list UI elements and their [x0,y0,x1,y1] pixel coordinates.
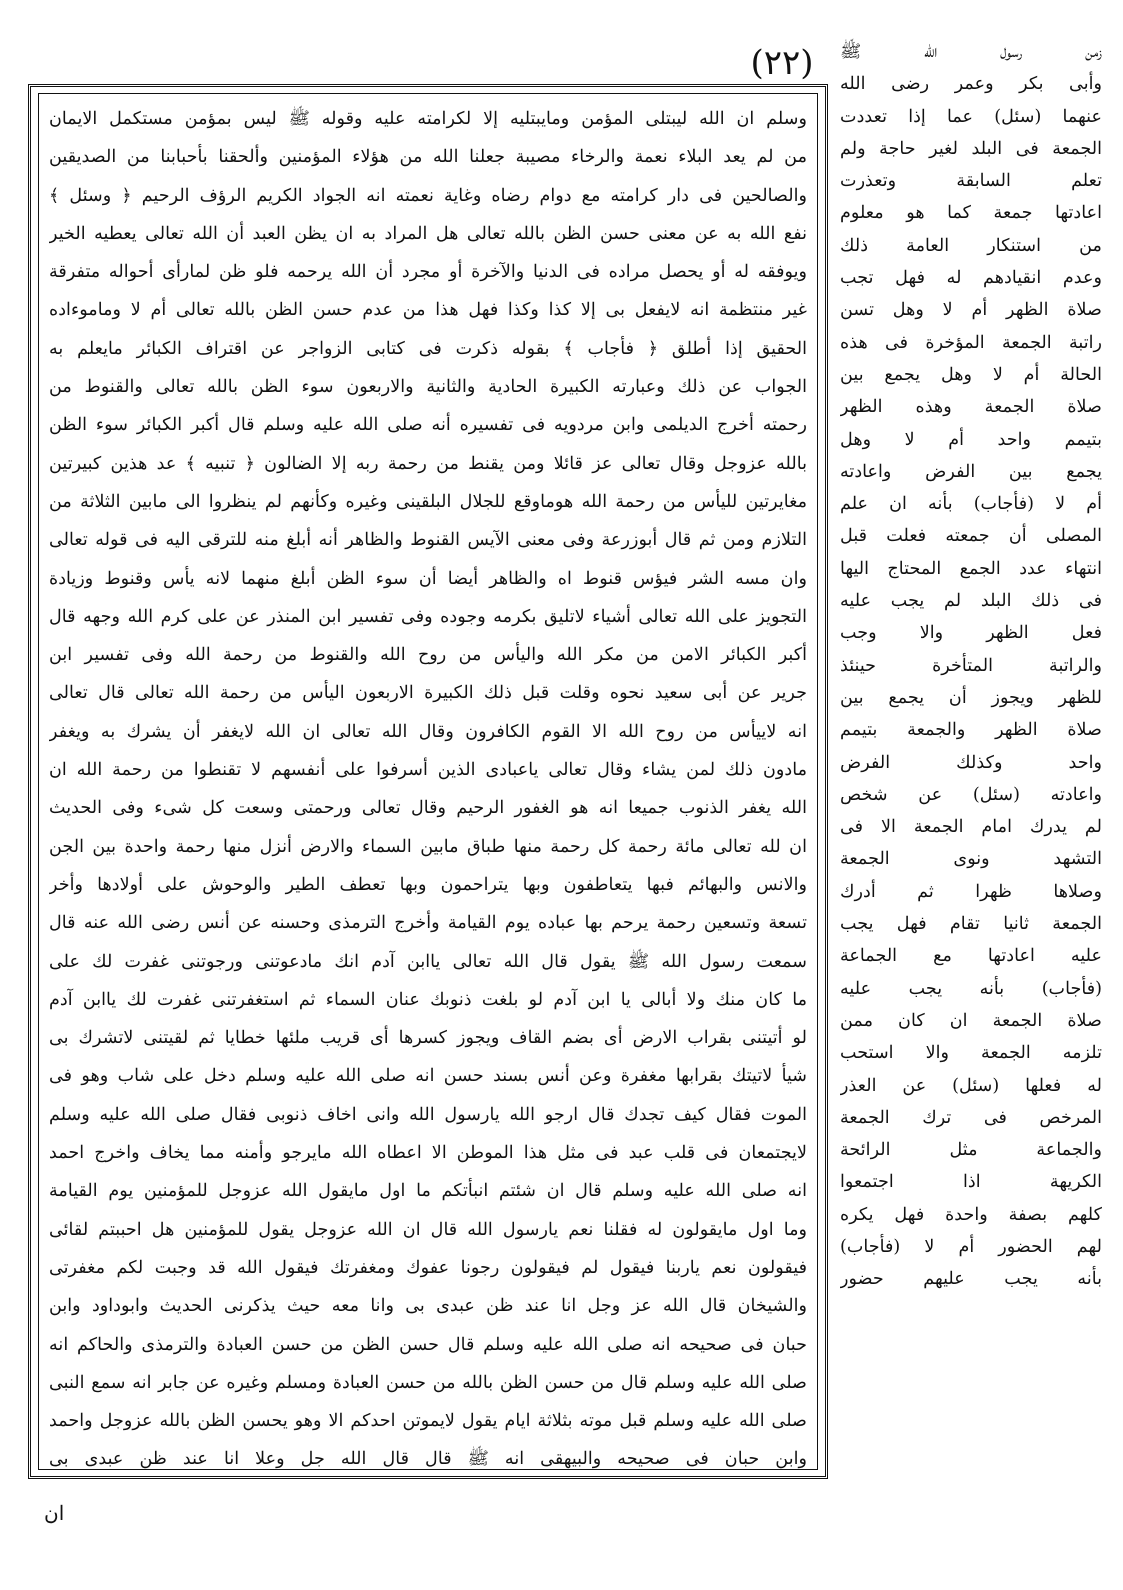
catchword: ان [44,1501,65,1525]
margin-text-line: انتهاء عدد الجمع المحتاج اليها [840,558,1102,579]
margin-text-line: وعدم انقيادهم له فهل تجب [840,268,1102,289]
main-text-line: من لم يعد البلاء نعمة والرخاء مصيبة جعلنا الله من هؤلاء المؤمنين وألحقنا بأحبابنا من الصديقين [49,147,807,168]
margin-text-line: وأبى بكر وعمر رضى الله [840,74,1102,95]
main-text-line: الموت فقال كيف تجدك قال ارجو الله يارسول الله وانى اخاف ذنوبى فقال صلى الله عليه وسلم [49,1104,807,1125]
margin-text-line: كلهم بصفة واحدة فهل يكره [840,1204,1102,1225]
margin-text-line: زمن رسول الله ﷺ [840,42,1102,62]
main-text-line: غير منتظمة انه لايفعل بى إلا كذا وكذا فهل هذا من عدم حسن الظن بالله تعالى أم لا وماموءاده [49,300,807,321]
margin-text-line: من استنكار العامة ذلك [840,235,1102,256]
main-text-line: انه لاييأس من روح الله الا القوم الكافرون وقال الله تعالى ان الله لايغفر أن يشرك به ويغفر [49,721,807,742]
margin-text-line: اعادتها جمعة كما هو معلوم [840,203,1102,224]
margin-text-line: والراتبة المتأخرة حينئذ [840,655,1102,676]
margin-text-line: المرخص فى ترك الجمعة [840,1107,1102,1128]
margin-text-line: راتبة الجمعة المؤخرة فى هذه [840,332,1102,353]
main-text-line: تسعة وتسعين رحمة يرحم بها عباده يوم القيامة وأخرج الترمذى وحسنه عن أنس رضى الله عنه قال [49,913,807,934]
main-text-line: التجويز على الله تعالى أشياء لاتليق بكرمه وجوده وفى تفسير ابن المنذر عن على كرم الله وجهه قال [49,606,807,627]
main-text-line: مادون ذلك لمن يشاء وقال تعالى ياعبادى الذين أسرفوا على أنفسهم لا تقنطوا من رحمة الله ان [49,760,807,781]
margin-text-line: صلاة الظهر والجمعة بتيمم [840,720,1102,741]
margin-text-line: المصلى أن جمعته فعلت قبل [840,526,1102,547]
main-text-line: مغايرتين لليأس من رحمة الله هوماوقع للجلال البلقينى وغيره وكأنهم لم ينظروا الى مابين الثلاثة من [49,491,807,512]
margin-text-line: الجمعة فى البلد لغير حاجة ولم [840,138,1102,159]
main-text-line: حبان فى صحيحه انه صلى الله عليه وسلم قال حسن الظن من حسن العبادة والترمذى والحاكم انه [49,1334,807,1355]
margin-text-line: والجماعة مثل الرائحة [840,1140,1102,1161]
main-text-line: الله يغفر الذنوب جميعا انه هو الغفور الرحيم وقال تعالى ورحمتى وسعت كل شىء وفى الحديث [49,798,807,819]
main-text-line: لايجتمعان فى قلب عبد فى مثل هذا الموطن الا اعطاه الله مايرجو وأمنه مما يخاف واخرج احمد [49,1143,807,1164]
margin-text-line: واحد وكذلك الفرض [840,752,1102,773]
main-text-line: ويوفقه له أو يحصل مراده فى الدنيا والآخرة أو مجرد أن الله يرحمه فلو ظن لمارأى أحواله متفرقة [49,262,807,283]
margin-text-line: بأنه يجب عليهم حضور [840,1269,1102,1290]
margin-text-line: له فعلها (سئل) عن العذر [840,1075,1102,1096]
main-text-line: وسلم ان الله ليبتلى المؤمن ومايبتليه إلا لكرامته عليه وقوله ﷺ ليس بمؤمن مستكمل الايمان [49,109,807,129]
margin-text-line: الكريهة اذا اجتمعوا [840,1172,1102,1193]
margin-text-line: وصلاها ظهرا ثم أدرك [840,881,1102,902]
main-text-line: شيأ لاتيتك بقرابها مغفرة وعن أنس بسند حسن انه صلى الله عليه وسلم دخل على شاب وهو فى [49,1066,807,1087]
main-text-line: صلى الله عليه وسلم قبل موته بثلاثة ايام يقول لايموتن احدكم الا وهو يحسن الظن بالله عزوجل واحمد [49,1411,807,1432]
main-text-line: ما كان منك ولا أبالى يا ابن آدم لو بلغت ذنوبك عنان السماء ثم استغفرتنى غفرت لك ياابن آدم [49,989,807,1010]
margin-text-line: صلاة الجمعة ان كان ممن [840,1010,1102,1031]
margin-text-line: تلزمه الجمعة والا استحب [840,1043,1102,1064]
main-text-line: وابن حبان فى صحيحه والبيهقى انه ﷺ قال قال الله جل وعلا انا عند ظن عبدى بى [49,1449,807,1470]
main-text-line: وما اول مايقولون له فقلنا نعم يارسول الله قال ان الله عزوجل يقول للمؤمنين هل احببتم لقائى [49,1219,807,1240]
main-text-line: والانس والبهائم فبها يتعاطفون وبها يتراحمون وبها تعطف الطير والوحوش على أولادها وأخر [49,874,807,895]
main-text-line: لو أتيتنى بقراب الارض أى بضم القاف ويجوز كسرها أى قريب ملئها خطايا ثم لقيتنى لاتشرك بى [49,1028,807,1049]
main-text-line: انه صلى الله عليه وسلم قال ان شئتم انبأتكم ما اول مايقول الله عزوجل للمؤمنين يوم القيامة [49,1181,807,1202]
margin-text-line: تعلم السابقة وتعذرت [840,171,1102,192]
margin-text-line: لم يدرك امام الجمعة الا فى [840,817,1102,838]
main-text-line: نفع الله به عن معنى حسن الظن بالله تعالى هل المراد به ان يظن العبد أن الله تعالى يعطيه الخير [49,223,807,244]
main-text-line: وان مسه الشر فيؤس قنوط اه والظاهر أيضا أن سوء الظن أبلغ منهما لانه يأس وقنوط وزيادة [49,568,807,589]
margin-text-line: بتيمم واحد أم لا وهل [840,429,1102,450]
main-text-line: التلازم ومن ثم قال أبوزرعة وفى معنى الآيس القنوط والظاهر أنه أبلغ منه للترقى اليه فى قوله تعالى [49,530,807,551]
main-text-body [49,100,807,1470]
main-text-line: رحمته أخرج الديلمى وابن مردويه فى تفسيره أنه صلى الله عليه وسلم قال أكبر الكبائر سوء الظن [49,415,807,436]
main-text-line: بالله عزوجل وقال تعالى عز قائلا ومن يقنط من رحمة ربه إلا الضالون ﴿ تنبيه ﴾ عد هذين كبيرتين [49,453,807,474]
main-text-inner-border [38,93,818,1470]
margin-text-line: صلاة الجمعة وهذه الظهر [840,397,1102,418]
margin-text-line: الجمعة ثانيا تقام فهل يجب [840,914,1102,935]
margin-text-line: فى ذلك البلد لم يجب عليه [840,591,1102,612]
margin-text-line: الحالة أم لا وهل يجمع بين [840,364,1102,385]
margin-text-line: (فأجاب) بأنه يجب عليه [840,978,1102,999]
main-text-line: فيقولون نعم ياربنا فيقول لم فيقولون رجونا عفوك ومغفرتك فيقول الله قد وجبت لكم مغفرتى [49,1257,807,1278]
margin-text-line: واعادته (سئل) عن شخص [840,784,1102,805]
main-text-line: صلى الله عليه وسلم قال من حسن الظن بالله من حسن العبادة ومسلم وغيره عن جابر انه سمع النبى [49,1372,807,1393]
main-text-line: أكبر الكبائر الامن من مكر الله واليأس من روح الله والقنوط من رحمة الله وفى تفسير ابن [49,645,807,666]
main-text-line: الحقيق إذا أطلق ﴿ فأجاب ﴾ بقوله ذكرت فى كتابى الزواجر عن اقتراف الكبائر مايعلم به [49,338,807,359]
margin-text-line: يجمع بين الفرض واعادته [840,461,1102,482]
margin-text-line: التشهد ونوى الجمعة [840,849,1102,870]
main-text-line: سمعت رسول الله ﷺ يقول قال الله تعالى ياابن آدم انك مادعوتنى ورجوتنى غفرت لك على [49,951,807,972]
margin-text-line: صلاة الظهر أم لا وهل تسن [840,300,1102,321]
margin-text-line: لهم الحضور أم لا (فأجاب) [840,1236,1102,1257]
margin-text-line: فعل الظهر والا وجب [840,623,1102,644]
margin-text-line: عليه اعادتها مع الجماعة [840,946,1102,967]
margin-text-line: للظهر ويجوز أن يجمع بين [840,687,1102,708]
page-number: (۲۲) [750,43,814,83]
main-text-line: والصالحين فى دار كرامته مع دوام رضاه وغاية نعمته انه الجواد الكريم الرؤف الرحيم ﴿ وسئل ﴾ [49,185,807,206]
margin-column [840,36,1102,1576]
main-text-line: والشيخان قال الله عز وجل انا عند ظن عبدى بى وانا معه حيث يذكرنى الحديث وابوداود وابن [49,1296,807,1317]
main-text-line: جرير عن أبى سعيد نحوه وقلت قبل ذلك الكبيرة الاربعون اليأس من رحمة الله تعالى قال تعالى [49,683,807,704]
margin-text-line: عنهما (سئل) عما إذا تعددت [840,106,1102,127]
main-text-line: الجواب عن ذلك وعبارته الكبيرة الحادية والثانية والاربعون سوء الظن بالله تعالى والقنوط من [49,377,807,398]
main-text-frame [28,84,828,1479]
main-text-line: ان لله تعالى مائة رحمة كل رحمة منها طباق مابين السماء والارض أنزل منها رحمة واحدة بين الجن [49,836,807,857]
margin-text-line: أم لا (فأجاب) بأنه ان علم [840,494,1102,515]
